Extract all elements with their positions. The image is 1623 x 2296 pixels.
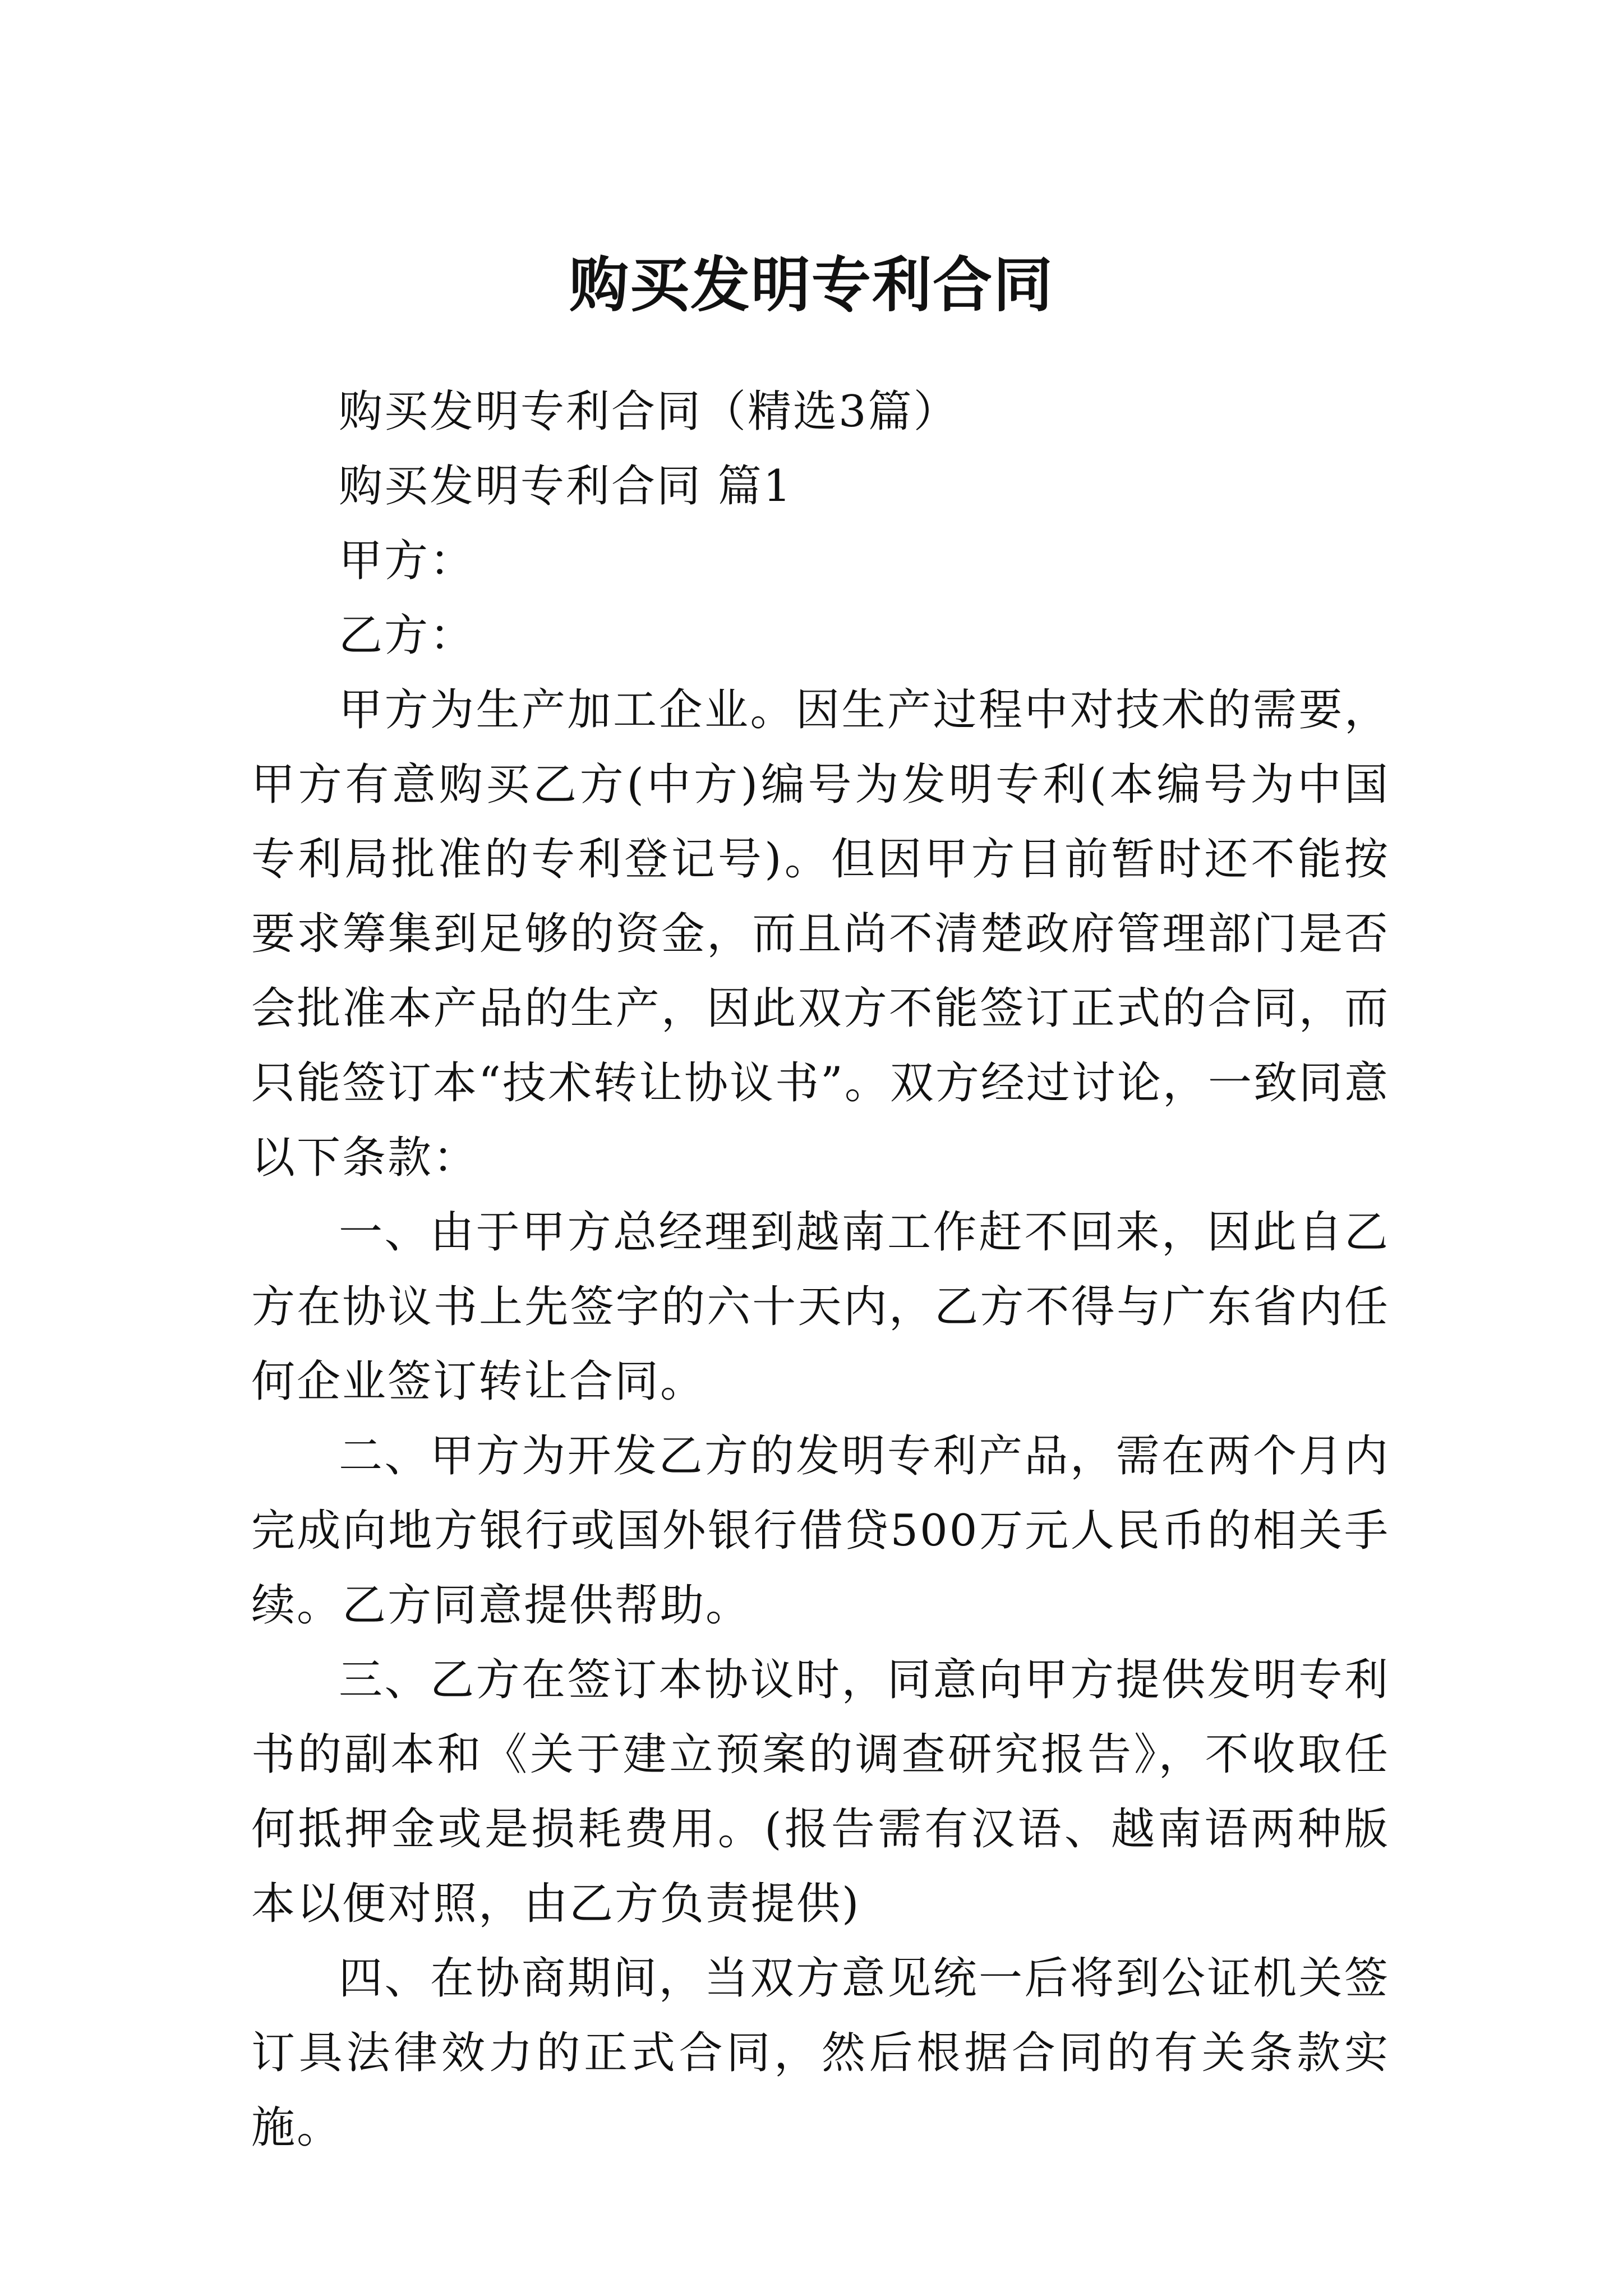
document-body [251,375,1390,2165]
paragraph-clause-2: 二、甲方为开发乙方的发明专利产品，需在两个月内完成向地方银行或国外银行借贷500万元人民币的相关手续。乙方同意提供帮助。 [251,1431,1390,1631]
paragraph-party-b: 乙方： [339,610,476,661]
paragraph-heading-collection: 购买发明专利合同（精选3篇） [339,386,959,437]
paragraph-clause-4: 四、在协商期间，当双方意见统一后将到公证机关签订具法律效力的正式合同，然后根据合同的有关条款实施。 [251,1953,1390,2153]
paragraph-preamble: 甲方为生产加工企业。因生产过程中对技术的需要，甲方有意购买乙方(中方)编号为发明专利(本编号为中国专利局批准的专利登记号)。但因甲方目前暂时还不能按要求筹集到足够的资金，而且尚不清楚政府管理部门是否会批准本产品的生产，因此双方不能签订正式的合同，而只能签订本“技术转让协议书”。双方经过讨论，一致同意以下条款： [251,685,1390,1183]
paragraph-clause-3: 三、乙方在签订本协议时，同意向甲方提供发明专利书的副本和《关于建立预案的调查研究报告》，不收取任何抵押金或是损耗费用。(报告需有汉语、越南语两种版本以便对照，由乙方负责提供) [251,1655,1390,1929]
paragraph-clause-1: 一、由于甲方总经理到越南工作赶不回来，因此自乙方在协议书上先签字的六十天内，乙方不得与广东省内任何企业签订转让合同。 [251,1207,1390,1407]
paragraph-party-a: 甲方： [339,536,476,586]
paragraph-heading-part1: 购买发明专利合同 篇1 [339,461,793,512]
document-title: 购买发明专利合同 [569,251,1054,320]
